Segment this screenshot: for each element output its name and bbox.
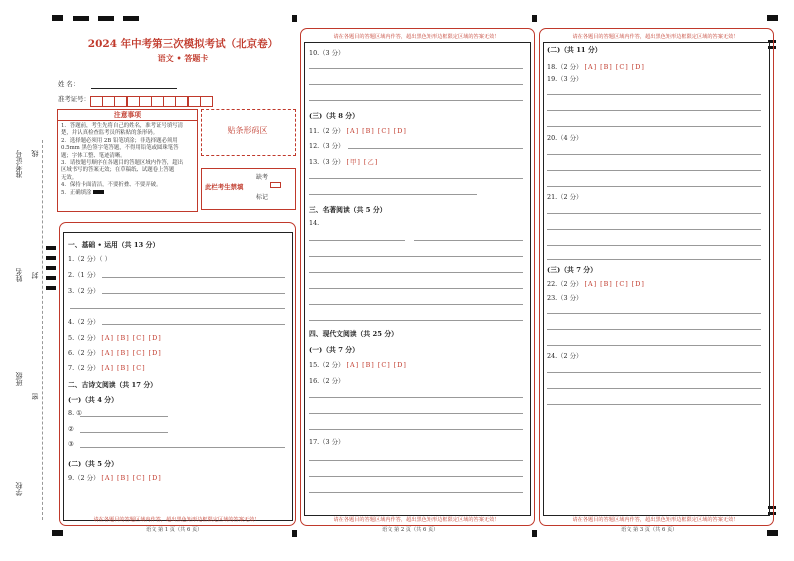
answer-line[interactable]	[547, 126, 761, 127]
question-8-3: ③	[68, 440, 74, 448]
binding-line	[42, 140, 43, 520]
question-22-label: 22.（2 分）	[547, 280, 583, 288]
registration-mark	[292, 530, 297, 537]
question-15	[309, 360, 407, 369]
answer-line[interactable]	[547, 388, 761, 389]
exam-no-cell[interactable]	[151, 96, 164, 107]
registration-mark	[46, 286, 56, 290]
question-18-label: 18.（2 分）	[547, 63, 583, 71]
absent-label: 此栏考生禁填	[205, 183, 244, 191]
notice-item: 1．答题前，考生先将自己的姓名，准考证号填写清	[61, 123, 184, 129]
subsection-heading: (三)（共 8 分）	[309, 112, 359, 120]
side-label-class: 班级	[15, 372, 23, 386]
question-24: 24.（2 分）	[547, 352, 583, 360]
question-13	[309, 157, 378, 166]
answer-line[interactable]	[547, 186, 761, 187]
answer-line[interactable]	[309, 288, 523, 289]
answer-line[interactable]	[102, 293, 285, 294]
name-label: 姓 名：	[58, 80, 80, 88]
notice-list	[58, 121, 197, 199]
question-12: 12.（3 分）	[309, 142, 345, 150]
answer-line[interactable]	[70, 308, 285, 309]
question-1: 1.（2 分）（ ）	[68, 255, 111, 263]
page-footer: 语文 第 3 页（共 6 页）	[621, 527, 678, 533]
answer-line[interactable]	[547, 245, 761, 246]
question-17: 17.（3 分）	[309, 438, 345, 446]
registration-mark	[52, 15, 63, 21]
question-7	[68, 363, 146, 372]
notice-box	[57, 109, 198, 212]
answer-line[interactable]	[547, 372, 761, 373]
answer-line[interactable]	[309, 84, 523, 85]
exam-no-cell[interactable]	[139, 96, 152, 107]
page-title: 2024 年中考第三次模拟考试（北京卷）	[87, 38, 279, 50]
answer-line[interactable]	[547, 213, 761, 214]
answer-bubbles[interactable]: [A] [B] [C] [D]	[101, 334, 162, 342]
answer-line[interactable]	[547, 313, 761, 314]
question-11-label: 11.（2 分）	[309, 127, 345, 135]
exam-no-cell[interactable]	[127, 96, 140, 107]
answer-bubbles[interactable]: [A] [B] [C] [D]	[584, 63, 645, 71]
name-field[interactable]	[91, 88, 177, 89]
question-22	[547, 279, 645, 288]
question-23: 23.（3 分）	[547, 294, 583, 302]
side-label-exam-no: 准考证号	[15, 150, 23, 178]
notice-item: 0.5mm 黑色签字笔答题，不得用铅笔或圆珠笔答	[61, 145, 179, 152]
question-8-2: ②	[68, 425, 74, 433]
answer-line[interactable]	[102, 277, 285, 278]
answer-line[interactable]	[102, 324, 285, 325]
exam-no-cell[interactable]	[102, 96, 115, 107]
registration-mark	[532, 15, 537, 22]
registration-mark	[46, 256, 56, 260]
section-heading-1: 一、基础 • 运用（共 13 分）	[68, 241, 160, 249]
page-footer: 语文 第 1 页（共 6 页）	[146, 527, 203, 533]
subsection-heading: (三)（共 7 分）	[547, 266, 597, 274]
boundary-warning: 请在各题目的答题区域内作答，超出黑色矩形边框限定区域的答案无效！	[572, 517, 739, 523]
question-8-1: 8. ①	[68, 409, 82, 417]
section-heading-2: 二、古诗文阅读（共 17 分）	[68, 381, 157, 389]
question-21: 21.（2 分）	[547, 193, 583, 201]
subsection-heading: (一)（共 4 分）	[68, 396, 118, 404]
question-3: 3.（2 分）	[68, 287, 100, 295]
answer-bubbles[interactable]: [A] [B] [C] [D]	[584, 280, 645, 288]
question-19: 19.（3 分）	[547, 75, 583, 83]
exam-no-cell[interactable]	[163, 96, 176, 107]
boundary-warning: 请在各题目的答题区域内作答，超出黑色矩形边框限定区域的答案无效！	[333, 34, 500, 40]
exam-no-cell[interactable]	[114, 96, 127, 107]
notice-item: 2．选择题必须用 2B 铅笔填涂；非选择题必须用	[61, 137, 178, 144]
question-5	[68, 333, 162, 342]
answer-line[interactable]	[309, 492, 523, 493]
answer-line[interactable]	[309, 320, 523, 321]
filled-bubble-sample	[93, 190, 104, 194]
registration-mark	[98, 16, 114, 21]
answer-line[interactable]	[547, 154, 761, 155]
question-15-label: 15.（2 分）	[309, 361, 345, 369]
answer-line[interactable]	[547, 229, 761, 230]
exam-no-cell[interactable]	[90, 96, 103, 107]
section-heading-3: 三、名著阅读（共 5 分）	[309, 206, 387, 214]
answer-bubbles[interactable]: [A] [B] [C] [D]	[346, 127, 407, 135]
answer-line[interactable]	[547, 110, 761, 111]
answer-line[interactable]	[309, 460, 523, 461]
notice-item: 4．保持卡面清洁，不要折叠、不要弄破。	[61, 182, 162, 189]
question-5-label: 5.（2 分）	[68, 334, 100, 342]
answer-line[interactable]	[309, 68, 523, 69]
answer-line[interactable]	[80, 416, 168, 417]
boundary-warning: 请在各题目的答题区域内作答，超出黑色矩形边框限定区域的答案无效！	[93, 517, 260, 523]
question-18	[547, 62, 645, 71]
answer-line[interactable]	[309, 429, 523, 430]
registration-mark	[767, 15, 778, 21]
answer-line[interactable]	[309, 397, 523, 398]
question-9-label: 9.（2 分）	[68, 474, 100, 482]
answer-line[interactable]	[309, 240, 405, 241]
seal-dense-label: 密	[31, 393, 39, 400]
answer-line[interactable]	[547, 259, 761, 260]
boundary-warning: 请在各题目的答题区域内作答，超出黑色矩形边框限定区域的答案无效！	[333, 517, 500, 523]
answer-line[interactable]	[547, 345, 761, 346]
notice-item: 无效。	[61, 174, 78, 181]
question-11	[309, 126, 407, 135]
question-16: 16.（2 分）	[309, 377, 345, 385]
answer-bubbles[interactable]: [A] [B] [C] [D]	[101, 349, 162, 357]
side-label-name: 姓名	[15, 268, 23, 282]
seal-seal-label: 封	[31, 272, 39, 279]
answer-bubbles[interactable]: [A] [B] [C] [D]	[101, 474, 162, 482]
exam-no-cell[interactable]	[200, 96, 213, 107]
boundary-warning: 请在各题目的答题区域内作答，超出黑色矩形边框限定区域的答案无效！	[572, 34, 739, 40]
answer-line[interactable]	[547, 170, 761, 171]
answer-line[interactable]	[309, 100, 523, 101]
answer-line[interactable]	[309, 272, 523, 273]
registration-mark	[46, 246, 56, 250]
answer-line[interactable]	[547, 94, 761, 95]
answer-bubbles[interactable]: [A] [B] [C] [D]	[346, 361, 407, 369]
answer-line[interactable]	[309, 476, 523, 477]
answer-line[interactable]	[414, 240, 523, 241]
registration-mark	[532, 530, 537, 537]
registration-mark	[767, 530, 778, 536]
question-9	[68, 473, 162, 482]
question-13-label: 13.（3 分）	[309, 158, 345, 166]
question-6	[68, 348, 162, 357]
registration-mark	[46, 266, 56, 270]
answer-line[interactable]	[309, 304, 523, 305]
subsection-heading: (二)（共 5 分）	[68, 460, 118, 468]
notice-title: 注意事项	[58, 110, 197, 121]
registration-mark	[123, 16, 139, 21]
section-heading-4: 四、现代文阅读（共 25 分）	[309, 330, 398, 338]
answer-line[interactable]	[309, 413, 523, 414]
answer-line[interactable]	[80, 432, 168, 433]
question-7-label: 7.（2 分）	[68, 364, 100, 372]
barcode-label: 贴条形码区	[227, 126, 268, 135]
absent-mark-label-1: 缺考	[256, 174, 269, 181]
side-label-school: 学校	[15, 482, 23, 496]
registration-mark	[52, 530, 63, 536]
registration-mark	[292, 15, 297, 22]
page-subtitle: 语文 • 答题卡	[157, 53, 209, 63]
notice-item	[61, 190, 194, 197]
answer-line[interactable]	[80, 447, 285, 448]
exam-no-label: 准考证号：	[58, 95, 90, 103]
answer-line[interactable]	[309, 194, 477, 195]
registration-mark	[46, 276, 56, 280]
exam-no-cell[interactable]	[175, 96, 188, 107]
notice-item: 区域书写的答案无效；在草稿纸、试题卷上答题	[61, 167, 175, 174]
question-10: 10.（3 分）	[309, 49, 345, 57]
notice-item-label: 5．正确填涂	[61, 189, 92, 196]
question-14: 14.	[309, 219, 320, 227]
notice-item: 3．请按题号顺序在各题目的答题区域内作答，超出	[61, 160, 184, 167]
question-4: 4.（2 分）	[68, 318, 100, 326]
notice-item: 楚，并认真检查监考员所粘贴的条形码。	[61, 130, 159, 137]
subsection-heading: (二)（共 11 分）	[547, 46, 602, 54]
question-6-label: 6.（2 分）	[68, 349, 100, 357]
question-20: 20.（4 分）	[547, 134, 583, 142]
registration-mark	[73, 16, 89, 21]
page-footer: 语文 第 2 页（共 6 页）	[382, 527, 439, 533]
answer-bubbles[interactable]: [A] [B] [C]	[101, 364, 146, 372]
answer-line[interactable]	[547, 329, 761, 330]
seal-line-label: 线	[31, 150, 39, 157]
subsection-heading: (一)（共 7 分）	[309, 346, 359, 354]
exam-no-cell[interactable]	[188, 96, 201, 107]
answer-line[interactable]	[309, 256, 523, 257]
absent-checkbox[interactable]	[270, 182, 281, 188]
answer-line[interactable]	[547, 404, 761, 405]
absent-mark-label-2: 标记	[256, 194, 269, 201]
question-2: 2.（1 分）	[68, 271, 100, 279]
answer-line[interactable]	[348, 148, 523, 149]
answer-line[interactable]	[309, 178, 523, 179]
answer-bubbles[interactable]: [甲] [乙]	[346, 158, 379, 166]
notice-item: 题；字体工整、笔迹清晰。	[61, 152, 126, 159]
